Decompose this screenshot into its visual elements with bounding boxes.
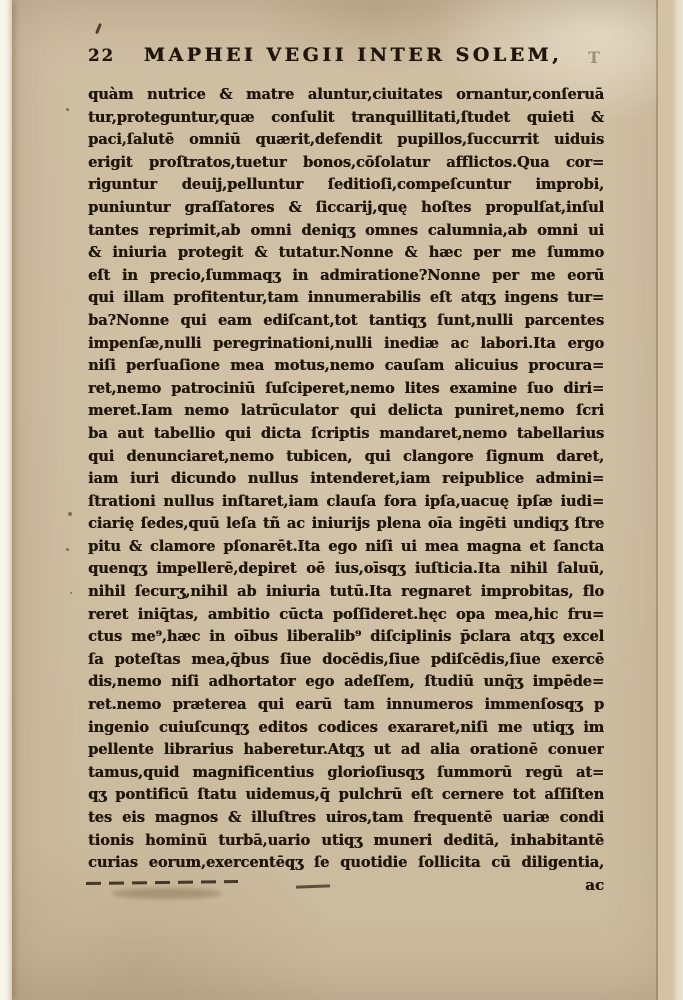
running-header-title: MAPHEI VEGII INTER SOLEM, bbox=[143, 44, 563, 66]
text-line: puniuntur graſſatores & ſiccarij,quę hoſtes propulſat,inſul bbox=[88, 198, 604, 216]
text-line: tur,proteguntur,quæ conſulit tranquillitati,ſtudet quieti & bbox=[88, 108, 604, 126]
handwritten-underline bbox=[86, 880, 238, 885]
ink-smudge bbox=[112, 888, 222, 899]
text-line: ba aut tabellio qui dicta ſcriptis mandaret,nemo tabellarius bbox=[88, 424, 604, 442]
text-line: quàm nutrice & matre aluntur,ciuitates ornantur,conſeruā bbox=[88, 86, 604, 103]
text-line: ciarię ſedes,quū leſa tñ ac iniurijs plena oīa ingēti undiqʒ ſtre bbox=[88, 515, 604, 533]
text-line: pitu & clamore pſonarēt.Ita ego niſi ui mea magna et ſancta bbox=[88, 537, 604, 555]
ink-speck bbox=[68, 512, 72, 516]
page-right-edge bbox=[656, 0, 683, 1000]
text-line: tantes reprimit,ab omni deniqʒ omnes calumnia,ab omni ui bbox=[88, 221, 604, 239]
text-line: ſa poteſtas mea,q̄bus ſiue docēdis,ſiue pdiſcēdis,ſiue exercē bbox=[88, 650, 604, 668]
text-line: impenſæ,nulli peregrinationi,nulli inediæ ac labori.Ita ergo bbox=[88, 334, 604, 352]
text-line: dis,nemo niſi adhortator ego adeſſem, ſtudiū unq̄ʒ impēde= bbox=[88, 673, 604, 691]
text-line: tes eis magnos & illuſtres uiros,tam frequentē uariæ condi bbox=[88, 809, 604, 826]
text-line: ſtrationi nullus inſtaret,iam clauſa fora ipſa,uacuę ipſæ iudi= bbox=[88, 492, 604, 510]
text-line: riguntur deuij,pelluntur ſeditioſi,compeſcuntur improbi, bbox=[88, 176, 604, 194]
text-line: meret.Iam nemo latrūculator qui delicta puniret,nemo ſcri bbox=[88, 402, 604, 420]
handwritten-tick-mark bbox=[95, 23, 101, 34]
text-line: ba?Nonne qui eam ediſcant,tot tantiqʒ ſunt,nulli parcentes bbox=[88, 311, 604, 329]
text-line: niſi perſuaſione mea motus,nemo cauſam alicuius procura= bbox=[88, 357, 604, 375]
text-line: curias eorum,exercentēqʒ ſe quotidie ſollicita cū diligentia, bbox=[88, 854, 604, 872]
text-line: qʒ pontificū ſtatu uidemus,q̄ pulchrū eſt cernere tot aſſiſten bbox=[88, 786, 604, 804]
text-line: quenqʒ impellerē,depiret oē ius,oīsqʒ iuſticia.Ita nihil ſaluū, bbox=[88, 560, 604, 578]
text-line: eſt in precio,ſummaqʒ in admiratione?Nonne per me eorū bbox=[88, 266, 604, 284]
body-text-block bbox=[88, 86, 604, 877]
page-left-edge bbox=[0, 0, 12, 1000]
ink-speck bbox=[66, 108, 69, 111]
catchword: ac bbox=[585, 876, 604, 894]
text-line: & iniuria protegit & tutatur.Nonne & hæc per me ſummo bbox=[88, 244, 604, 262]
text-line: ret,nemo patrociniū ſuſciperet,nemo lites examine ſuo diri= bbox=[88, 379, 604, 397]
text-line: nihil ſecurʒ,nihil ab iniuria tutū.Ita regnaret improbitas, flo bbox=[88, 583, 604, 601]
text-line: ret.nemo præterea qui earū tam innumeros immenſosqʒ p bbox=[88, 696, 604, 714]
text-line: iam iuri dicundo nullus intenderet,iam reipublice admini= bbox=[88, 470, 604, 488]
text-line: tionis hominū turbā,uario utiqʒ muneri deditā, inhabitantē bbox=[88, 831, 604, 849]
page-number: 22 bbox=[88, 46, 115, 65]
text-line: paci,ſalutē omniū quærit,defendit pupillos,ſuccurrit uiduis bbox=[88, 131, 604, 149]
handwritten-underline bbox=[296, 884, 330, 888]
ink-speck bbox=[66, 548, 69, 551]
text-line: pellente librarius haberetur.Atqʒ ut ad alia orationē conuer bbox=[88, 741, 604, 759]
faint-letter-mark: T bbox=[588, 48, 600, 67]
text-line: ingenio cuiuſcunqʒ editos codices exararet,niſi me utiqʒ im bbox=[88, 718, 604, 736]
ink-speck bbox=[70, 592, 72, 594]
text-line: ctus me⁹,hæc in oībus liberalib⁹ diſciplinis p̄clara atqʒ excel bbox=[88, 628, 604, 646]
text-line: reret iniq̄tas, ambitio cūcta poſſideret.hęc opa mea,hic fru= bbox=[88, 605, 604, 623]
text-line: erigit proſtratos,tuetur bonos,cōſolatur afflictos.Qua cor= bbox=[88, 153, 604, 171]
text-line: tamus,quid magnificentius glorioſiusqʒ ſummorū regū at= bbox=[88, 763, 604, 781]
text-line: qui illam profitentur,tam innumerabilis eſt atqʒ ingens tur= bbox=[88, 289, 604, 307]
text-line: qui denunciaret,nemo tubicen, qui clangore ſignum daret, bbox=[88, 447, 604, 465]
